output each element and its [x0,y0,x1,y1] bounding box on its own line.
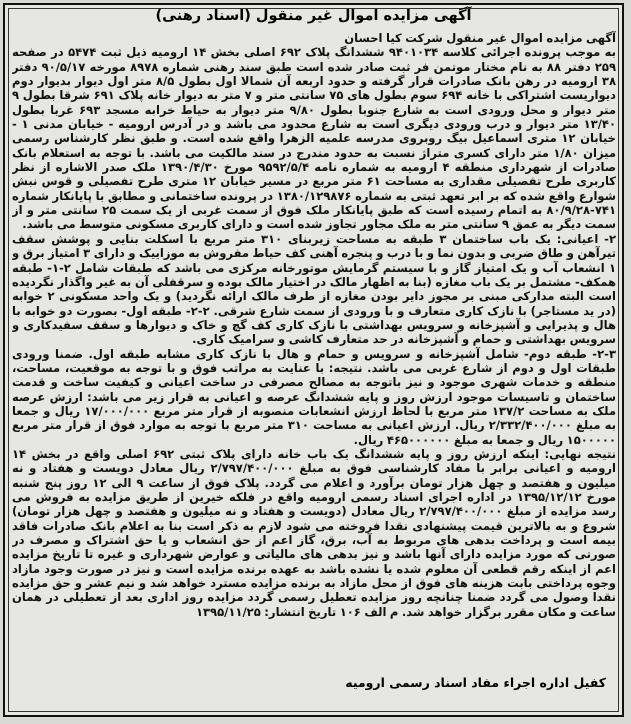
notice-paragraph: نتیجه نهایی: اینکه ارزش روز و پایه ششدانگ یک باب خانه دارای پلاک ثبتی ۶۹۲ اصلی واقع در بخش ۱۴ ارومیه و اعیانی برابر با مفاد کارشناسی فوق به مبلغ ۲/۷۹۷/۴۰۰/۰۰۰ ریال معادل دویست و هفتاد و نه میلیون و هفتصد و چهل هزار تومان برآورد و اعلام می گردد. پلاک فوق از ساعت ۹ الی ۱۲ روز پنج شنبه مورخ ۱۳۹۵/۱۲/۱۲ در اداره اجرای اسناد رسمی ارومیه واقع در فلکه خیرین از طریق مزایده به فروش می رسد مزایده از مبلغ ۲/۷۹۷/۴۰۰/۰۰۰ ریال معادل (دویست و هفتاد و نه میلیون و هفتصد و چهل هزار تومان) شروع و به بالاترین قیمت پیشنهادی نقدا فروخته می شود لازم به ذکر است بنا به اعلام بانک صادرات فاقد بیمه است و پرداخت بدهی های مربوط به آب، برق، گاز اعم از حق انشعاب و یا حق اشتراک و مصرف در صورتی که مورد مزایده دارای آنها باشد و نیز بدهی های مالیاتی و عوارض شهرداری و غیره تا تاریخ مزایده اعم از اینکه رقم قطعی آن معلوم شده یا نشده باشد به عهده برنده مزایده است و نیز در صورت وجود مازاد وجوه پرداختی بابت هزینه های فوق از محل مازاد به برنده مزایده مسترد خواهد شد و نیم عشر و حق مزایده نقدا وصول می گردد ضمنا چنانچه روز مزایده تعطیل رسمی گردد مزایده روز اداری بعد از تعطیلی در همان ساعت و مکان مقرر برگزار خواهد شد. م الف ۱۰۶ تاریخ انتشار: ۱۳۹۵/۱۱/۲۵ [12,446,616,619]
notice-frame [3,3,624,717]
notice-paragraph: ۲- اعیانی: یک باب ساختمان ۳ طبقه به مساحت زیربنای ۳۱۰ متر مربع با اسکلت بنایی و پوشش سقف تیرآهن و طاق ضربی و بدون نما و با درب و پنجره آهنی کف حیاط مفروش به موزاییک و دارای ۳ امتیاز برق و ۱ انشعاب آب و یک امتیاز گاز و با سیستم گرمایش موتورخانه مرکزی می باشد که طبقات شامل ۲-۱- طبقه همکف- مشتمل بر یک باب مغازه (بنا به اظهار مالک در اختیار مالک بوده و سرقفلی آن به غیر واگذار نگردیده است البته مدارکی مبنی بر مجوز دایر بودن مغازه از طرف مالک ارائه نگردید) و یک واحد مسکونی ۲ خوابه (در ید مستاجر) با نازک کاری متعارف و با ورودی از سمت شارع شرقی. ۲-۲- طبقه اول- بصورت دو خوابه با هال و پذیرایی و آشپزخانه و سرویس بهداشتی با نازک کاری کف گچ و خاک و دیوارها و سقف سفیدکاری و سرویس بهداشتی و حمام و آشپزخانه در حد متعارف کاشی و سرامیک کاری. [12,231,616,347]
notice-signature: کفیل اداره اجراء مفاد اسناد رسمی ارومیه [345,675,606,690]
notice-body [12,31,616,669]
notice-paragraph: ۲-۳- طبقه دوم- شامل آشپزخانه و سرویس و حمام و هال با نازک کاری مشابه طبقه اول. ضمنا ورودی طبقات اول و دوم از شارع غربی می باشد. نتیجه: با عنایت به مراتب فوق و با توجه به موقعیت، مساحت، منطقه و خدمات شهری موجود و نیز باتوجه به مصالح مصرفی در ساخت اعیانی و کیفیت ساخت و قدمت ساختمان و تاسیسات موجود ارزش روز و پایه ششدانگ عرصه و اعیانی به قرار زیر می باشد: ارزش عرصه ملک به مساحت ۱۳۷/۲ متر مربع با لحاظ ارزش انشعابات منصوبه از قرار متر مربع ۱۷/۰۰۰/۰۰۰ ریال و جمعا به مبلغ ۲/۳۳۲/۴۰۰/۰۰۰ ریال. ارزش اعیانی به مساحت ۳۱۰ متر مربع با توجه به موارد فوق از قرار متر مربع ۱۵۰۰۰۰۰ ریال و جمعا به مبلغ ۴۶۵۰۰۰۰۰۰ ریال. [12,346,616,447]
notice-paragraph: به موجب پرونده اجرائی کلاسه ۹۴۰۱۰۳۴ ششدانگ پلاک ۶۹۲ اصلی بخش ۱۴ ارومیه ذیل ثبت ۵۴۷۴ در صفحه ۲۵۹ دفتر ۸۸ به نام مختار موتمن فر ثبت صادر شده است طبق سند رهنی شماره ۸۹۷۸ مورخه ۹۰/۵/۱۷ دفتر ۳۸ ارومیه در رهن بانک صادرات قرار گرفته و حدود اربعه آن شمالا اول بطول ۸/۵ متر اول دیوار بدیوار دوم دیواریست اشتراکی با خانه ۶۹۴ سوم بطول های ۷۵ سانتی متر و ۷ متر به دیوار خانه پلاک ۶۹۱ شرقا بطول ۹ متر دیوار و محل ورودی است به شارع جنوبا بطول ۹/۸۰ متر دیوار به حیاط خرابه مسجد ۶۹۳ غربا بطول ۱۳/۴۰ متر دیوار و درب ورودی دیگری است به شارع محدود می باشد و در آدرس ارومیه - خیابان مدنی ۱ - خیابان ۱۲ متری اسماعیل بیگ روبروی مدرسه علمیه الزهرا واقع شده است. و طبق نظر کارشناس رسمی میزان ۱/۸۰ متر دارای کسری متراژ نسبت به حدود مندرج در سند مالکیت می باشد. با توجه به استعلام بانک صادرات از شهرداری منطقه ۴ ارومیه به شماره نامه ۹۵۹۲/۵/۴ مورخ ۱۳۹۰/۴/۳۰ ملک صدر الاشاره از نظر کاربری طرح تفصیلی مقداری به مساحت ۶۱ متر مربع در مسیر خیابان ۱۲ متری طرح تفصیلی و قوس نبش شوارع واقع شده که بر ابر تعهد ثبتی به شماره ۱۳۸۰/۱۲۹۸۷۶ در پرونده ساختمانی و مطابق با پایانکار شماره ۷۴۱-۸۰/۹/۲۸ به اتمام رسیده است که طبق پایانکار ملک فوق از سمت غربی از یک سمت ۲۵ سانتی متر و از سمت دیگر به عمق ۹ سانتی متر به ملک مجاور تجاوز شده است و دارای کاربری مسکونی متوسط می باشد. [12,45,616,232]
notice-paragraph: آگهی مزایده اموال غیر منقول شرکت کیا احسان [344,31,616,45]
notice-title: آگهی مزایده اموال غیر منقول (اسناد رهنی) [155,8,472,24]
